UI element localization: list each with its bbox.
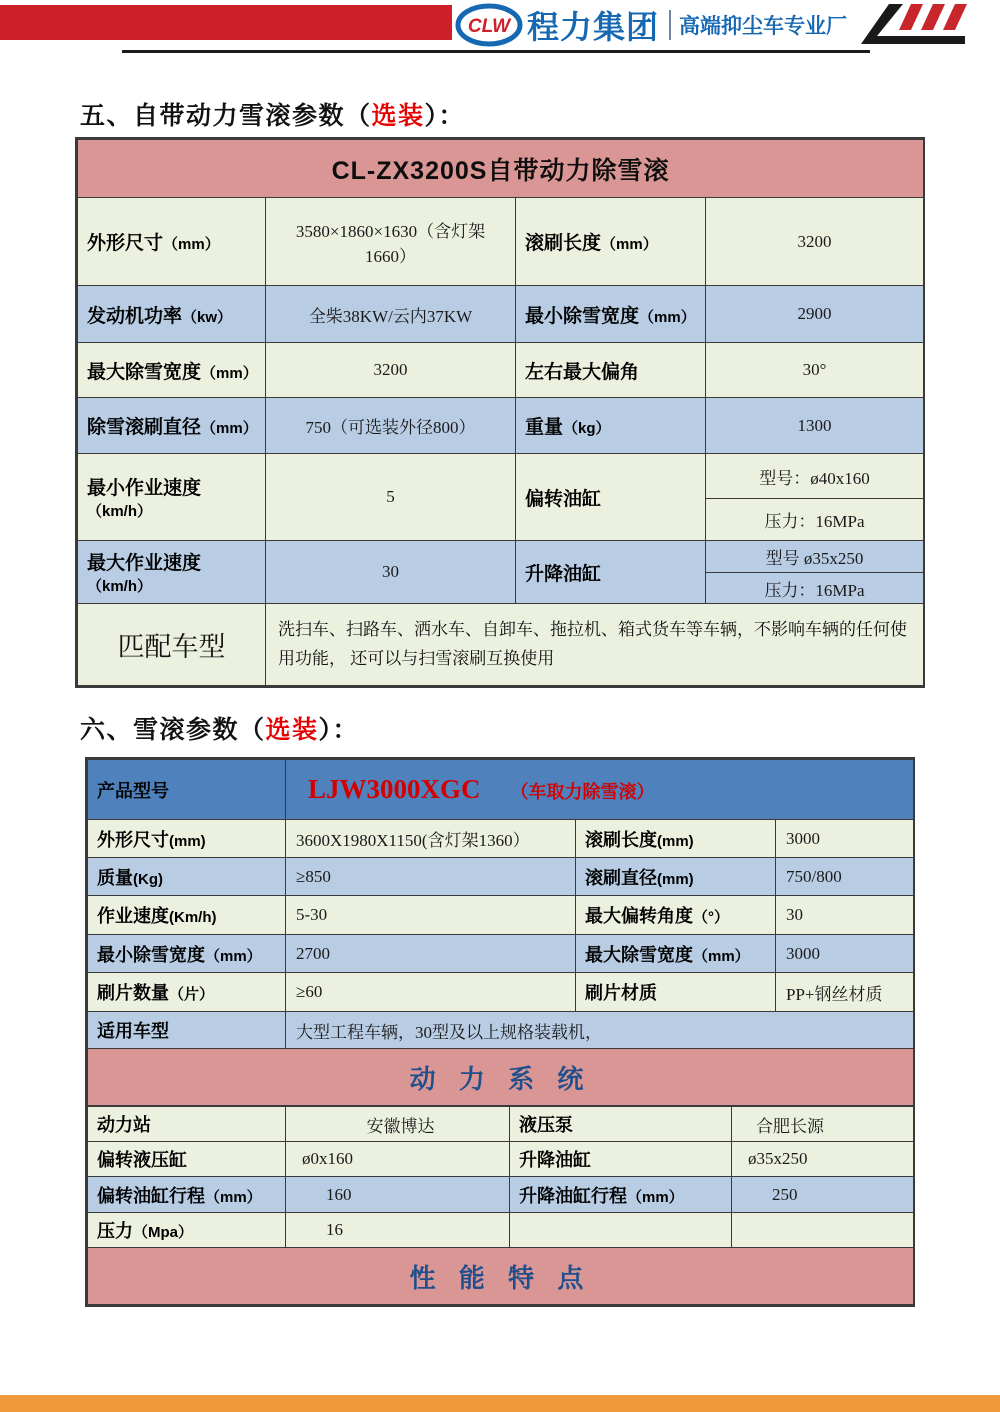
row-label: 最小除雪宽度（mm）	[88, 935, 286, 973]
cell-value: 型号：ø40x160	[706, 454, 924, 499]
row-label: 重量（kg）	[516, 398, 706, 454]
row-label: 滚刷长度(mm)	[576, 820, 776, 858]
cell-value: 30°	[706, 343, 924, 398]
power-system-band: 动 力 系 统	[88, 1049, 914, 1106]
row-label: 升降油缸	[516, 541, 706, 604]
header-divider	[122, 50, 870, 53]
row-label: 左右最大偏角	[516, 343, 706, 398]
cell-value: 1300	[706, 398, 924, 454]
row-label: 质量(Kg)	[88, 858, 286, 896]
table-row	[88, 820, 914, 858]
row-label: 偏转油缸	[516, 454, 706, 541]
row-label: 发动机功率（kw）	[78, 286, 266, 343]
header-logo-cluster	[455, 2, 847, 48]
cell-value	[510, 1213, 732, 1248]
cell-value: 合肥长源	[732, 1107, 914, 1142]
t2a-grid	[87, 759, 914, 1106]
table-row	[88, 896, 914, 935]
row-label: 外形尺寸（mm）	[78, 198, 266, 286]
table1-title: CL-ZX3200S自带动力除雪滚	[78, 140, 924, 198]
cell-value: 16	[286, 1213, 510, 1248]
row-label: 适用车型	[88, 1012, 286, 1049]
table-row	[88, 1177, 914, 1213]
table-row	[88, 760, 914, 820]
cell-value: 3200	[266, 343, 516, 398]
cell-value: 洗扫车、扫路车、洒水车、自卸车、拖拉机、箱式货车等车辆，不影响车辆的任何使用功能， 还可以与扫雪滚刷互换使用	[266, 604, 924, 686]
row-label: 作业速度(Km/h)	[88, 896, 286, 935]
table-row	[78, 343, 924, 398]
cell-value	[732, 1213, 914, 1248]
table-row	[78, 140, 924, 198]
table-row	[78, 286, 924, 343]
row-label: 最小作业速度（km/h）	[78, 454, 266, 541]
section-5-optional-flag: 选装	[371, 103, 425, 130]
t2b-grid	[87, 1106, 914, 1305]
table-row	[78, 541, 924, 573]
section-5-title	[80, 96, 465, 132]
cell-value: 压力：16MPa	[706, 499, 924, 541]
table-row	[88, 858, 914, 896]
row-label: 除雪滚刷直径（mm）	[78, 398, 266, 454]
row-label: 偏转液压缸	[88, 1142, 286, 1177]
brand-separator	[669, 10, 671, 40]
brand-tagline: 高端抑尘车专业厂	[679, 15, 848, 38]
row-label: 最大除雪宽度（mm）	[78, 343, 266, 398]
cell-value: 3600X1980X1150(含灯架1360）	[286, 820, 576, 858]
row-label: 匹配车型	[78, 604, 266, 686]
row-label: 刷片材质	[576, 973, 776, 1012]
cell-value: 3000	[776, 935, 914, 973]
row-label: 压力（Mpa）	[88, 1213, 286, 1248]
row-label: 最小除雪宽度（mm）	[516, 286, 706, 343]
brand-name: 程力集团	[527, 9, 660, 45]
performance-band: 性 能 特 点	[88, 1248, 914, 1305]
row-label: 最大偏转角度（°）	[576, 896, 776, 935]
table-row	[88, 1213, 914, 1248]
cell-value: 大型工程车辆，30型及以上规格装载机，	[286, 1012, 914, 1049]
table-row	[88, 935, 914, 973]
cell-value: 3580×1860×1630（含灯架1660）	[266, 198, 516, 286]
cell-value: 250	[732, 1177, 914, 1213]
row-label: 刷片数量（片）	[88, 973, 286, 1012]
clw-logo-icon	[455, 3, 523, 47]
table-snow-roller-powered	[75, 137, 925, 688]
table-row	[88, 1142, 914, 1177]
cell-value: 安徽博达	[286, 1107, 510, 1142]
row-label: 液压泵	[510, 1107, 732, 1142]
section-6-title-text: 六、雪滚参数（	[80, 717, 266, 744]
cell-value: 5	[266, 454, 516, 541]
table-row	[88, 1012, 914, 1049]
section-5-title-text: 五、自带动力雪滚参数（	[80, 103, 372, 130]
cell-value: PP+钢丝材质	[776, 973, 914, 1012]
row-label: 滚刷直径(mm)	[576, 858, 776, 896]
table-row	[78, 454, 924, 499]
cell-value: 2900	[706, 286, 924, 343]
footer-orange-bar	[0, 1395, 1000, 1412]
table-row	[88, 1107, 914, 1142]
cell-value: 160	[286, 1177, 510, 1213]
table-row	[88, 973, 914, 1012]
row-label: 外形尺寸(mm)	[88, 820, 286, 858]
header-red-bar	[0, 5, 452, 40]
table-row	[88, 1248, 914, 1305]
cell-value: ≥60	[286, 973, 576, 1012]
row-label: 产品型号	[88, 760, 286, 820]
cell-value: 2700	[286, 935, 576, 973]
slash-logo-icon	[853, 2, 969, 48]
clw-logo-text: CLW	[467, 16, 511, 37]
table-row	[78, 604, 924, 686]
cell-value: 型号 ø35x250	[706, 541, 924, 573]
cell-value: 30	[266, 541, 516, 604]
cell-value: 750/800	[776, 858, 914, 896]
section-6-title	[80, 710, 359, 746]
t1-grid	[77, 139, 924, 686]
table-row	[88, 1049, 914, 1106]
cell-value: 3000	[776, 820, 914, 858]
cell-value: 全柴38KW/云内37KW	[266, 286, 516, 343]
row-label: 升降油缸行程（mm）	[510, 1177, 732, 1213]
cell-value: 3200	[706, 198, 924, 286]
cell-value: ≥850	[286, 858, 576, 896]
cell-value: ø35x250	[732, 1142, 914, 1177]
cell-value: 30	[776, 896, 914, 935]
cell-value: 压力：16MPa	[706, 573, 924, 604]
table-snow-roller-pto	[85, 757, 915, 1307]
row-label: 升降油缸	[510, 1142, 732, 1177]
row-label: 偏转油缸行程（mm）	[88, 1177, 286, 1213]
section-5-title-close: ）：	[424, 103, 466, 130]
product-model: LJW3000XGC （车取力除雪滚）	[286, 760, 914, 820]
row-label: 动力站	[88, 1107, 286, 1142]
section-6-optional-flag: 选装	[265, 717, 319, 744]
section-6-title-close: ）：	[318, 717, 360, 744]
cell-value: ø0x160	[286, 1142, 510, 1177]
row-label: 最大除雪宽度（mm）	[576, 935, 776, 973]
cell-value: 5-30	[286, 896, 576, 935]
cell-value: 750（可选装外径800）	[266, 398, 516, 454]
table-row	[78, 398, 924, 454]
row-label: 最大作业速度（km/h）	[78, 541, 266, 604]
row-label: 滚刷长度（mm）	[516, 198, 706, 286]
table-row	[78, 198, 924, 286]
